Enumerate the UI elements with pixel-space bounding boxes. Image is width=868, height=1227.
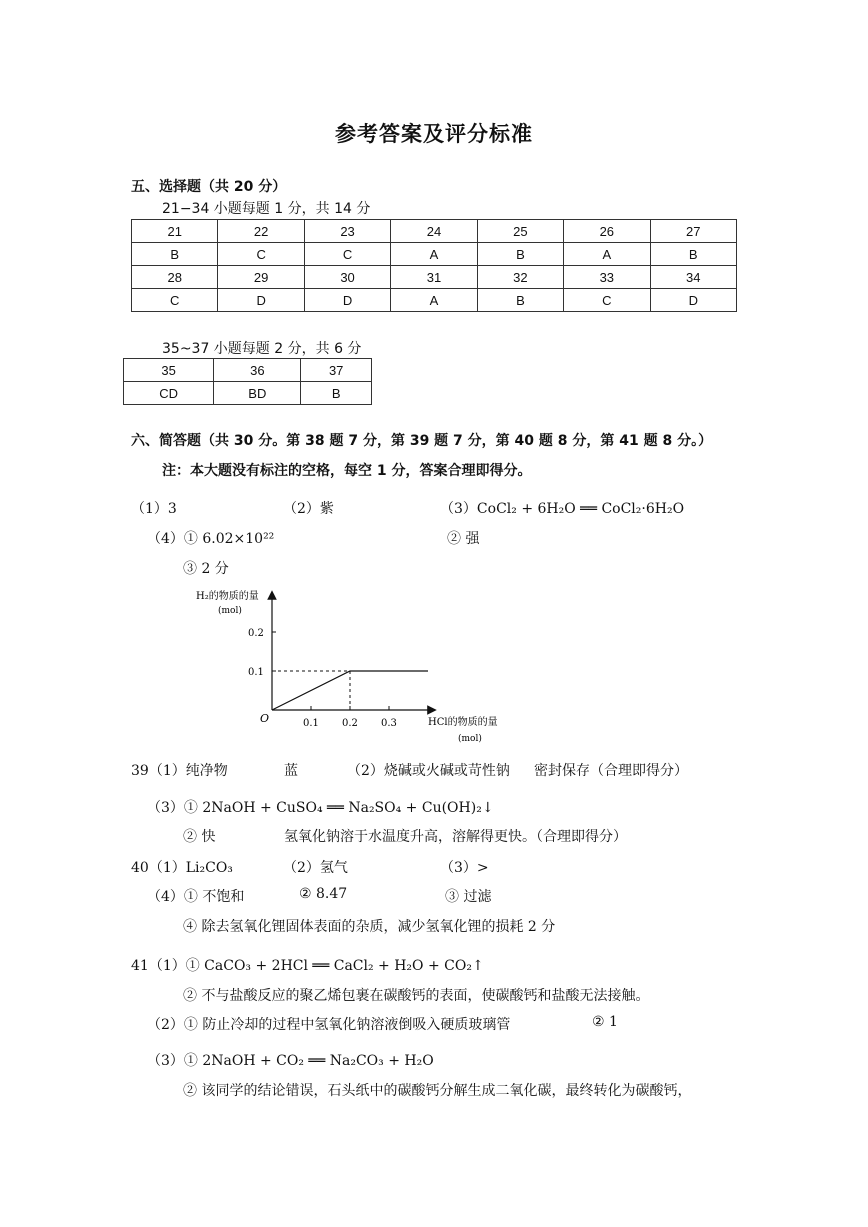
q40-l2-b: ② 8.47	[299, 886, 348, 902]
table-cell: C	[218, 243, 304, 266]
table-cell: 28	[132, 266, 218, 289]
q40-l2-c: ③ 过滤	[445, 889, 492, 905]
table-row	[132, 266, 737, 289]
q39-l3-b: 氢氧化钠溶于水温度升高，溶解得更快。（合理即得分）	[284, 829, 627, 845]
q41-l2: ② 不与盐酸反应的聚乙烯包裹在碳酸钙的表面，使碳酸钙和盐酸无法接触。	[183, 988, 650, 1004]
table-cell: B	[650, 243, 736, 266]
table-cell: B	[477, 289, 563, 312]
table-row	[124, 359, 372, 382]
y-tick-label: 0.1	[248, 667, 264, 678]
table-cell: C	[564, 289, 650, 312]
q39-l1-a: 39（1）纯净物	[131, 763, 228, 779]
y-tick-label: 0.2	[248, 628, 264, 639]
q39-l1-c: （2）烧碱或火碱或苛性钠	[347, 763, 510, 779]
q38-a1: （1）3	[131, 501, 177, 517]
part2-note: 35~37 小题每题 2 分，共 6 分	[162, 341, 362, 357]
section6-heading: 六、简答题（共 30 分。第 38 题 7 分，第 39 题 7 分，第 40 题 8 分，第 41 题 8 分。）	[131, 433, 713, 449]
q38-a3	[440, 498, 684, 518]
table-cell: C	[304, 243, 390, 266]
y-axis-label: H₂的物质的量	[196, 591, 259, 602]
q39-l2: （3）① 2NaOH + CuSO₄ ══ Na₂SO₄ + Cu(OH)₂↓	[147, 800, 494, 816]
answer-table-35-37	[123, 358, 372, 405]
q38-a4-2: ② 强	[447, 531, 480, 547]
q39-l1-d: 密封保存（合理即得分）	[534, 763, 688, 779]
q41-l5: ② 该同学的结论错误，石头纸中的碳酸钙分解生成二氧化碳，最终转化为碳酸钙，	[183, 1083, 692, 1099]
table-cell: 26	[564, 220, 650, 243]
table-cell: BD	[214, 382, 301, 405]
table-cell: 30	[304, 266, 390, 289]
table-cell: 23	[304, 220, 390, 243]
table-cell: 27	[650, 220, 736, 243]
table-cell: CD	[124, 382, 214, 405]
table-cell: 24	[391, 220, 477, 243]
table-cell: 22	[218, 220, 304, 243]
q41-l3-a: （2）① 防止冷却的过程中氢氧化钠溶液倒吸入硬质玻璃管	[147, 1017, 511, 1033]
q41-l3-b: ② 1	[592, 1014, 618, 1030]
q40-l1-c: （3）>	[440, 860, 489, 876]
table-cell: 37	[301, 359, 372, 382]
table-cell: C	[132, 289, 218, 312]
q40-l2-a: （4）① 不饱和	[147, 889, 245, 905]
h2-vs-hcl-graph	[190, 585, 520, 747]
section6-note: 注：本大题没有标注的空格，每空 1 分，答案合理即得分。	[162, 463, 532, 479]
q38-a3-prefix: （3）	[440, 501, 477, 517]
table-cell: 21	[132, 220, 218, 243]
table-row	[132, 243, 737, 266]
q40-l3: ④ 除去氢氧化锂固体表面的杂质，减少氢氧化锂的损耗 2 分	[183, 919, 556, 935]
table-cell: D	[304, 289, 390, 312]
table-cell: 25	[477, 220, 563, 243]
q41-l4: （3）① 2NaOH + CO₂ ══ Na₂CO₃ + H₂O	[147, 1053, 434, 1069]
table-cell: D	[218, 289, 304, 312]
table-cell: 32	[477, 266, 563, 289]
q40-l1-a: 40（1）Li₂CO₃	[131, 860, 233, 876]
table-cell: A	[391, 289, 477, 312]
table-cell: 31	[391, 266, 477, 289]
table-cell: A	[391, 243, 477, 266]
x-axis-label: HCl的物质的量	[428, 717, 498, 728]
table-cell: B	[477, 243, 563, 266]
table-cell: 29	[218, 266, 304, 289]
q38-a4-3: ③ 2 分	[183, 561, 229, 577]
table-cell: 36	[214, 359, 301, 382]
part1-note: 21−34 小题每题 1 分，共 14 分	[162, 201, 371, 217]
table-cell: 35	[124, 359, 214, 382]
q38-a4-1: （4）① 6.02×10²²	[147, 531, 275, 547]
q39-l1-b: 蓝	[284, 763, 298, 779]
table-row	[124, 382, 372, 405]
page-title: 参考答案及评分标准	[335, 122, 533, 146]
y-axis-unit: (mol)	[218, 606, 242, 616]
table-cell: 34	[650, 266, 736, 289]
answer-table-21-34	[131, 219, 737, 312]
x-axis-unit: (mol)	[458, 734, 482, 744]
q41-l1: 41（1）① CaCO₃ + 2HCl ══ CaCl₂ + H₂O + CO₂↑	[131, 958, 484, 974]
x-tick-label: 0.2	[342, 718, 358, 729]
q40-l1-b: （2）氢气	[283, 860, 348, 876]
table-row	[132, 289, 737, 312]
table-cell: B	[132, 243, 218, 266]
table-cell: A	[564, 243, 650, 266]
origin-label: O	[260, 712, 270, 725]
x-tick-label: 0.3	[381, 718, 397, 729]
table-cell: D	[650, 289, 736, 312]
q38-a2: （2）紫	[283, 501, 334, 517]
table-cell: B	[301, 382, 372, 405]
table-cell: 33	[564, 266, 650, 289]
q39-l3-a: ② 快	[183, 829, 216, 845]
q38-a3-equation: CoCl₂ + 6H₂O ══ CoCl₂·6H₂O	[476, 501, 685, 517]
section5-heading: 五、选择题（共 20 分）	[131, 179, 287, 195]
x-tick-label: 0.1	[303, 718, 319, 729]
table-row	[132, 220, 737, 243]
